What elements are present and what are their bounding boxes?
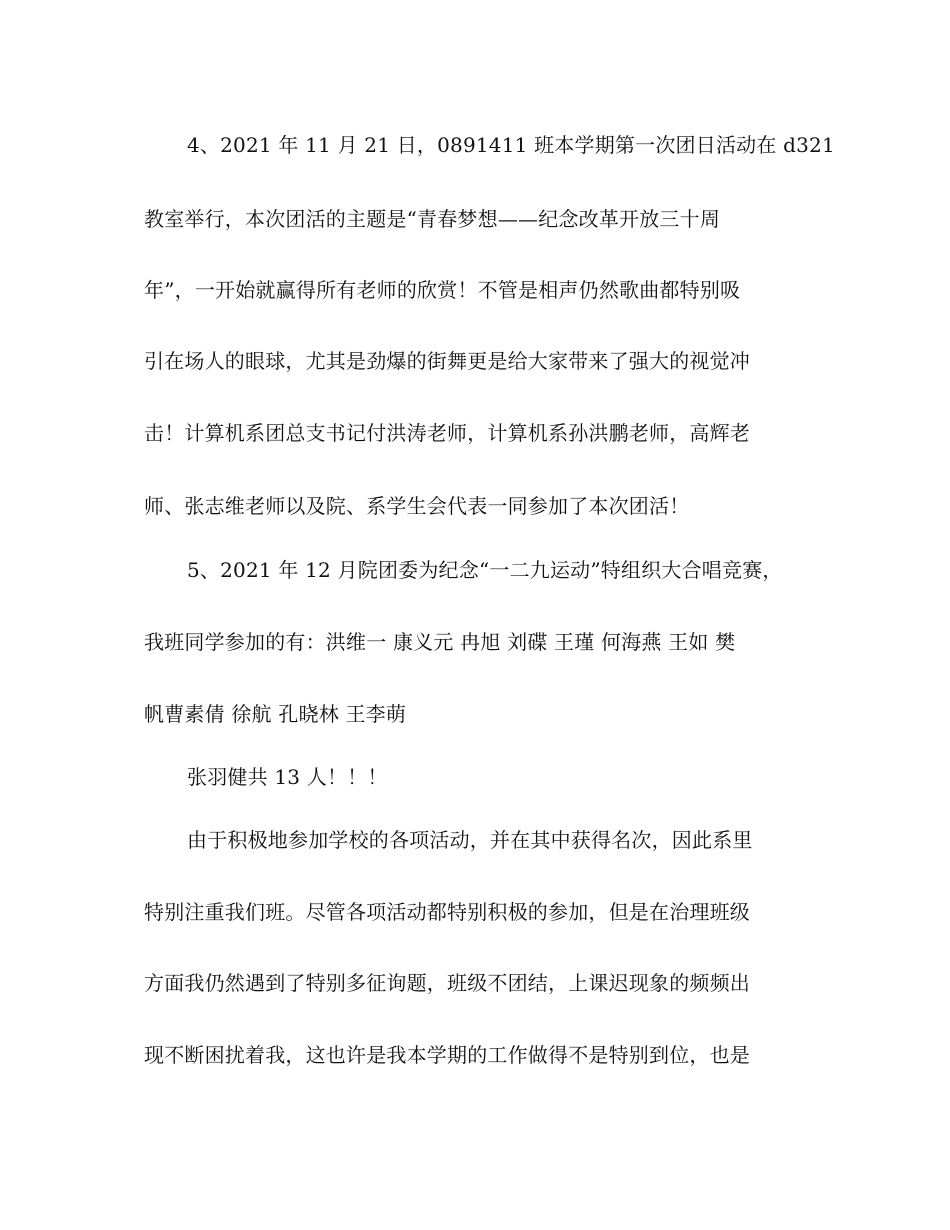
paragraph-4-line-2: 教室举行，本次团活的主题是“青春梦想——纪念改革开放三十周 <box>144 207 721 231</box>
paragraph-6-line-1: 由于积极地参加学校的各项活动，并在其中获得名次，因此系里 <box>187 828 753 852</box>
paragraph-4-line-4: 引在场人的眼球，尤其是劲爆的街舞更是给大家带来了强大的视觉冲 <box>144 349 750 373</box>
paragraph-4-line-5: 击！计算机系团总支书记付洪涛老师，计算机系孙洪鹏老师，高辉老 <box>144 421 750 445</box>
paragraph-4-line-6: 师、张志维老师以及院、系学生会代表一同参加了本次团活！ <box>144 494 690 518</box>
paragraph-5-line-4: 张羽健共 13 人！！！ <box>187 765 388 789</box>
paragraph-5-line-2: 我班同学参加的有：洪维一 康义元 冉旭 刘碟 王瑾 何海燕 王如 樊 <box>144 630 736 654</box>
paragraph-4-line-1: 4、2021 年 11 月 21 日，0891411 班本学期第一次团日活动在 d321 <box>187 133 835 157</box>
paragraph-5-line-1: 5、2021 年 12 月院团委为纪念“一二九运动”特组织大合唱竞赛， <box>187 558 783 582</box>
paragraph-6-line-4: 现不断困扰着我，这也许是我本学期的工作做得不是特别到位，也是 <box>144 1043 750 1067</box>
paragraph-5-line-3: 帆曹素倩 徐航 孔晓林 王李萌 <box>144 702 407 726</box>
paragraph-4-line-3: 年”，一开始就赢得所有老师的欣赏！不管是相声仍然歌曲都特别吸 <box>144 278 741 302</box>
paragraph-6-line-2: 特别注重我们班。尽管各项活动都特别积极的参加，但是在治理班级 <box>144 900 750 924</box>
paragraph-6-line-3: 方面我仍然遇到了特别多征询题，班级不团结，上课迟现象的频频出 <box>144 971 750 995</box>
